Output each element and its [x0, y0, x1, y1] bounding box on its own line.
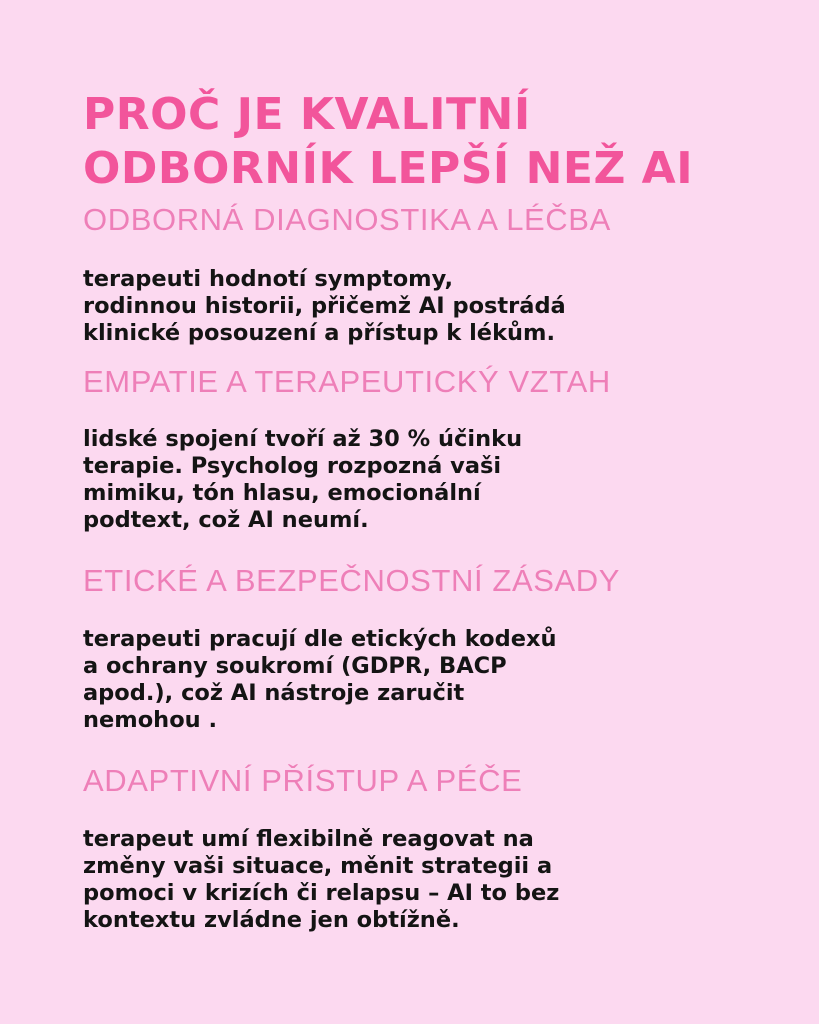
section-heading-ethics: ETICKÉ A BEZPEČNOSTNÍ ZÁSADY: [83, 563, 621, 598]
section-heading-diagnostics: ODBORNÁ DIAGNOSTIKA A LÉČBA: [83, 202, 611, 237]
text-line: podtext, což AI neumí.: [83, 507, 369, 533]
text-line: terapeuti pracují dle etických kodexů: [83, 626, 557, 652]
text-line: kontextu zvládne jen obtížně.: [83, 907, 460, 933]
text-line: nemohou .: [83, 707, 218, 733]
text-line: rodinnou historii, přičemž AI postrádá: [83, 293, 566, 319]
text-line: lidské spojení tvoří až 30 % účinku: [83, 426, 523, 452]
text-line: a ochrany soukromí (GDPR, BACP: [83, 653, 507, 679]
title-line-1: PROČ JE KVALITNÍ: [83, 89, 531, 140]
section-text-ethics: [83, 626, 557, 734]
text-line: pomoci v krizích či relapsu – AI to bez: [83, 880, 560, 906]
section-heading-empathy: EMPATIE A TERAPEUTICKÝ VZTAH: [83, 364, 611, 399]
section-text-adaptive: [83, 826, 559, 934]
text-line: klinické posouzení a přístup k lékům.: [83, 320, 556, 346]
text-line: terapeuti hodnotí symptomy,: [83, 266, 454, 292]
text-line: změny vaši situace, měnit strategii a: [83, 853, 553, 879]
page-title: [83, 88, 803, 196]
text-line: apod.), což AI nástroje zaručit: [83, 680, 465, 706]
section-text-diagnostics: [83, 266, 566, 347]
text-line: terapeut umí flexibilně reagovat na: [83, 826, 534, 852]
text-line: terapie. Psycholog rozpozná vaši: [83, 453, 502, 479]
section-text-empathy: [83, 426, 522, 534]
section-heading-adaptive: ADAPTIVNÍ PŘÍSTUP A PÉČE: [83, 763, 523, 798]
text-line: mimiku, tón hlasu, emocionální: [83, 480, 481, 506]
title-line-2: ODBORNÍK LEPŠÍ NEŽ AI: [83, 143, 694, 194]
